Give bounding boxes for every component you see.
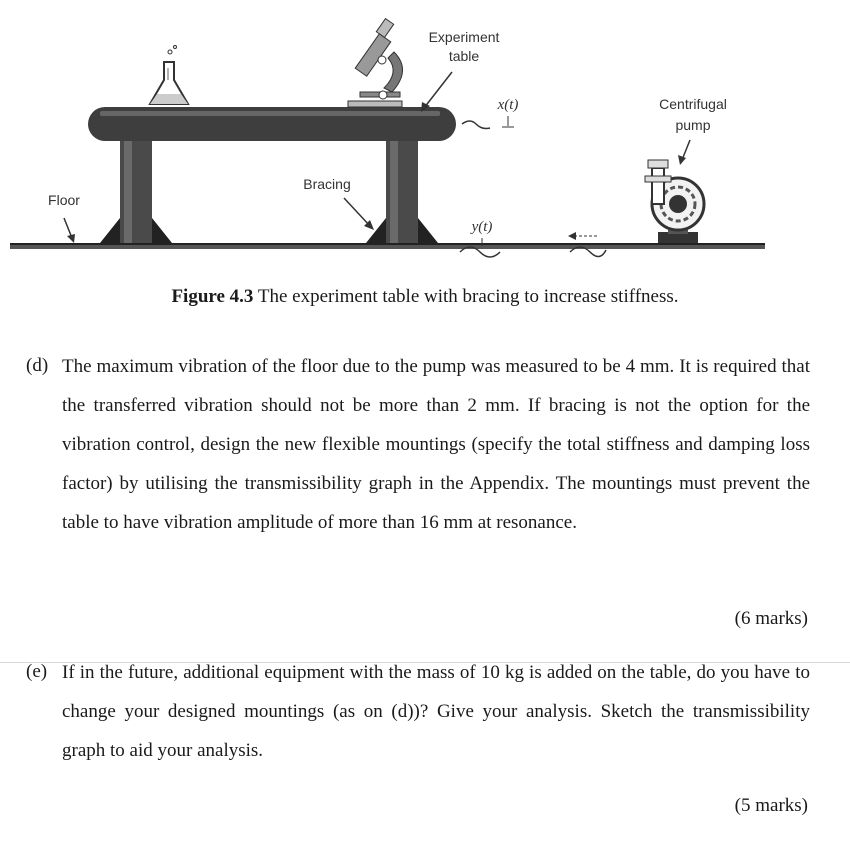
- label-y-t: y(t): [471, 219, 493, 235]
- floor-arrow: [64, 218, 72, 238]
- label-x-t: x(t): [497, 97, 519, 113]
- experiment-table-arrow: [424, 72, 452, 108]
- question-d-text: The maximum vibration of the floor due to the pump was measured to be 4 mm. It is required that the transferred vibration should not be more than 2 mm. If bracing is not the option for the vibration control, design the new flexible mountings (specify the total stiffness and damping loss factor) by utilising the transmissibility graph in the Appendix. The mountings must prevent the table to have vibration amplitude of more than 16 mm at resonance.: [62, 356, 810, 533]
- x-arrow: [502, 116, 514, 127]
- bracing-arrow: [344, 198, 370, 226]
- label-bracing: Bracing: [303, 176, 351, 192]
- question-e-label: (e): [26, 661, 48, 682]
- flask-icon: [150, 46, 188, 105]
- label-experiment-table-2: table: [448, 48, 480, 64]
- microscope-icon: [348, 19, 403, 107]
- label-experiment-table-1: Experiment: [428, 29, 500, 45]
- label-centrifugal-2: pump: [675, 117, 711, 133]
- figure-caption: [0, 286, 850, 308]
- table-leg-left: [100, 135, 172, 243]
- caption-text: The experiment table with bracing to increase stiffness.: [253, 286, 679, 307]
- question-d-label: (d): [26, 355, 49, 376]
- centrifugal-pump-icon: [645, 160, 704, 243]
- propagation-arrow-icon: [568, 232, 598, 240]
- question-d-marks: (6 marks): [734, 608, 808, 629]
- table-leg-right: [366, 135, 438, 243]
- label-centrifugal-1: Centrifugal: [659, 96, 727, 112]
- question-e-text: If in the future, additional equipment with the mass of 10 kg is added on the table, do you have to change your designed mountings (as on (d))? Give your analysis. Sketch the transmissibility graph to aid your analysis.: [62, 662, 810, 761]
- x-wave: [462, 121, 490, 129]
- label-floor: Floor: [48, 192, 80, 208]
- question-e-marks: (5 marks): [734, 795, 808, 816]
- experiment-figure: [0, 0, 850, 280]
- caption-number: Figure 4.3: [171, 286, 254, 307]
